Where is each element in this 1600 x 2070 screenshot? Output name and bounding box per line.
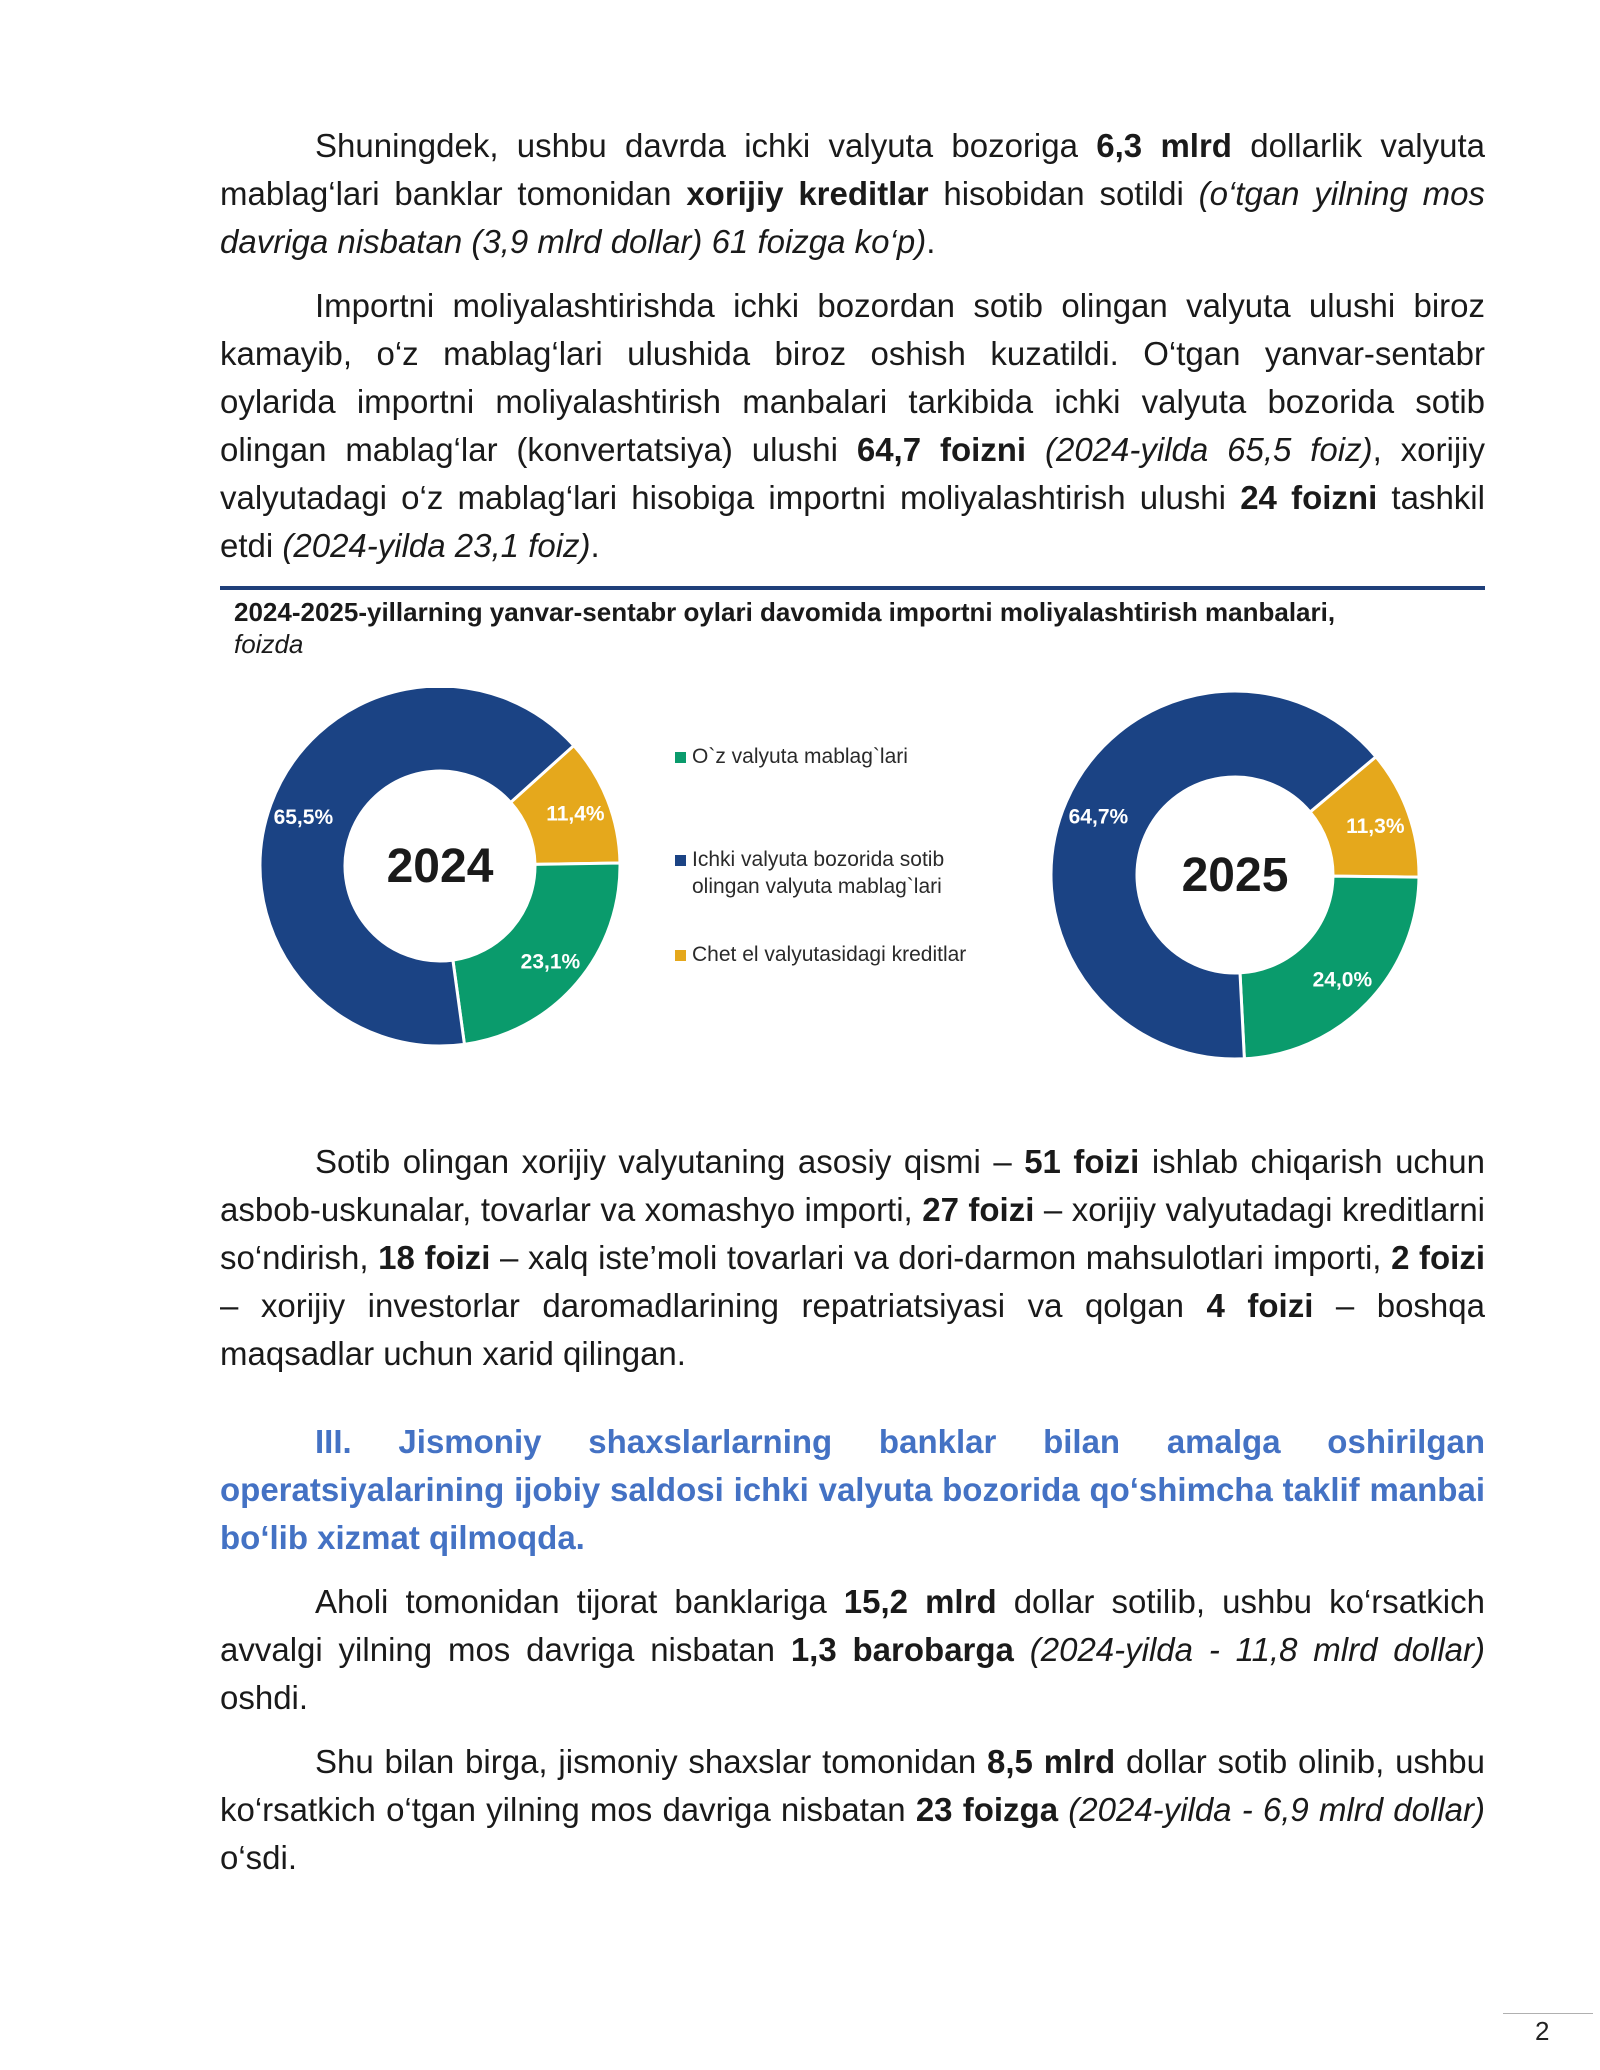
legend-label: Ichki valyuta bozorida sotib xyxy=(692,848,945,871)
text: Sotib olingan xorijiy valyutaning asosiy qismi – xyxy=(315,1143,1025,1180)
bold-text: 23 foizga xyxy=(915,1791,1059,1828)
section-heading: III. Jismoniy shaxslarlarning banklar bilan amalga oshirilgan operatsiyalarining ijobiy saldosi ichki valyuta bozorida qo‘shimcha taklif manbai bo‘lib xizmat qilmoqda. xyxy=(220,1423,1485,1556)
bold-text: 24 foizni xyxy=(1240,479,1378,516)
bold-text: 51 foizi xyxy=(1024,1143,1140,1180)
bold-text: xorijiy kreditlar xyxy=(686,175,929,212)
text: Shu bilan birga, jismoniy shaxslar tomonidan xyxy=(315,1743,988,1780)
text: – xalq iste’moli tovarlari va dori-darmon mahsulotlari importi, xyxy=(490,1239,1392,1276)
chart-top-rule xyxy=(220,586,1485,590)
paragraph-3 xyxy=(220,1138,1485,1378)
bold-text: 2 foizi xyxy=(1391,1239,1485,1276)
italic-text: (o‘tgan yilning mos davriga nisbatan (3,9 mlrd dollar) 61 foizga ko‘p) xyxy=(220,175,1486,260)
donut-center-label: 2024 xyxy=(386,840,494,893)
paragraph-2 xyxy=(220,282,1485,570)
paragraph-5 xyxy=(220,1738,1485,1882)
bold-text: 18 foizi xyxy=(378,1239,491,1276)
legend-swatch xyxy=(675,950,686,961)
text: Shuningdek, ushbu davrda ichki valyuta bozoriga xyxy=(315,127,1097,164)
page-number: 2 xyxy=(1535,2016,1550,2046)
text: dollar sotilib, ushbu ko‘rsatkich avvalgi yilning mos davriga nisbatan xyxy=(220,1583,1485,1668)
legend-swatch xyxy=(675,752,686,763)
text: – boshqa maqsadlar uchun xarid qilingan. xyxy=(220,1287,1485,1372)
text: dollar sotib olinib, ushbu ko‘rsatkich o‘tgan yilning mos davriga nisbatan xyxy=(220,1743,1485,1828)
text xyxy=(1014,1631,1030,1668)
legend-swatch xyxy=(675,855,686,866)
paragraph-4 xyxy=(220,1578,1485,1722)
slice-data-label: 23,1% xyxy=(520,950,581,974)
text: hisobidan sotildi xyxy=(928,175,1199,212)
text: oshdi. xyxy=(220,1679,309,1716)
text xyxy=(1026,431,1045,468)
text xyxy=(1058,1791,1068,1828)
bold-text: 4 foizi xyxy=(1206,1287,1314,1324)
italic-text: (2024-yilda - 6,9 mlrd dollar) xyxy=(1068,1791,1486,1828)
text: Aholi tomonidan tijorat banklariga xyxy=(315,1583,844,1620)
slice-data-label: 64,7% xyxy=(1068,805,1129,829)
bold-text: 27 foizi xyxy=(922,1191,1035,1228)
text: tashkil etdi xyxy=(220,479,1485,564)
chart-title: 2024-2025-yillarning yanvar-sentabr oylari davomida importni moliyalashtirish manbalari, xyxy=(234,597,1336,627)
italic-text: (2024-yilda - 11,8 mlrd dollar) xyxy=(1029,1631,1485,1668)
text: . xyxy=(590,527,600,564)
chart-unit: foizda xyxy=(234,629,304,659)
page-content xyxy=(220,122,1485,1898)
chart-svg xyxy=(220,688,1485,1138)
slice-data-label: 11,3% xyxy=(1346,814,1405,838)
bold-text: 15,2 mlrd xyxy=(843,1583,997,1620)
text: Importni moliyalashtirishda ichki bozordan sotib olingan valyuta ulushi biroz kamayib, o‘z mablag‘lari ulushida biroz oshish kuzatildi. O‘tgan yanvar-sentabr oylarida importni moliyalashtirish manbalari tarkibida ichki valyuta bozorida sotib olingan mablag‘lar (konvertatsiya) ulushi xyxy=(220,287,1485,468)
text: – xorijiy valyutadagi kreditlarni so‘ndirish, xyxy=(220,1191,1486,1276)
bold-text: 6,3 mlrd xyxy=(1096,127,1232,164)
text: – xorijiy investorlar daromadlarining repatriatsiyasi va qolgan xyxy=(220,1287,1207,1324)
text: ishlab chiqarish uchun asbob-uskunalar, tovarlar va xomashyo importi, xyxy=(220,1143,1485,1228)
legend-label: O`z valyuta mablag`lari xyxy=(692,745,908,768)
bold-text: 1,3 barobarga xyxy=(790,1631,1014,1668)
text: . xyxy=(926,223,936,260)
slice-data-label: 24,0% xyxy=(1312,968,1373,992)
donut-center-label: 2025 xyxy=(1181,849,1289,902)
bold-text: 64,7 foizni xyxy=(856,431,1027,468)
donut-charts xyxy=(220,688,1485,1138)
footer-rule xyxy=(1503,2013,1593,2014)
text: dollarlik valyuta mablag‘lari banklar tomonidan xyxy=(220,127,1485,212)
italic-text: (2024-yilda 65,5 foiz) xyxy=(1045,431,1373,468)
text: , xorijiy valyutadagi o‘z mablag‘lari hisobiga importni moliyalashtirish ulushi xyxy=(220,431,1486,516)
paragraph-1 xyxy=(220,122,1485,266)
bold-text: 8,5 mlrd xyxy=(987,1743,1116,1780)
legend-label: Chet el valyutasidagi kreditlar xyxy=(692,943,967,966)
italic-text: (2024-yilda 23,1 foiz) xyxy=(282,527,591,564)
slice-data-label: 11,4% xyxy=(546,802,605,826)
text: o‘sdi. xyxy=(220,1839,298,1876)
slice-data-label: 65,5% xyxy=(273,805,334,829)
legend-label: olingan valyuta mablag`lari xyxy=(692,875,942,898)
